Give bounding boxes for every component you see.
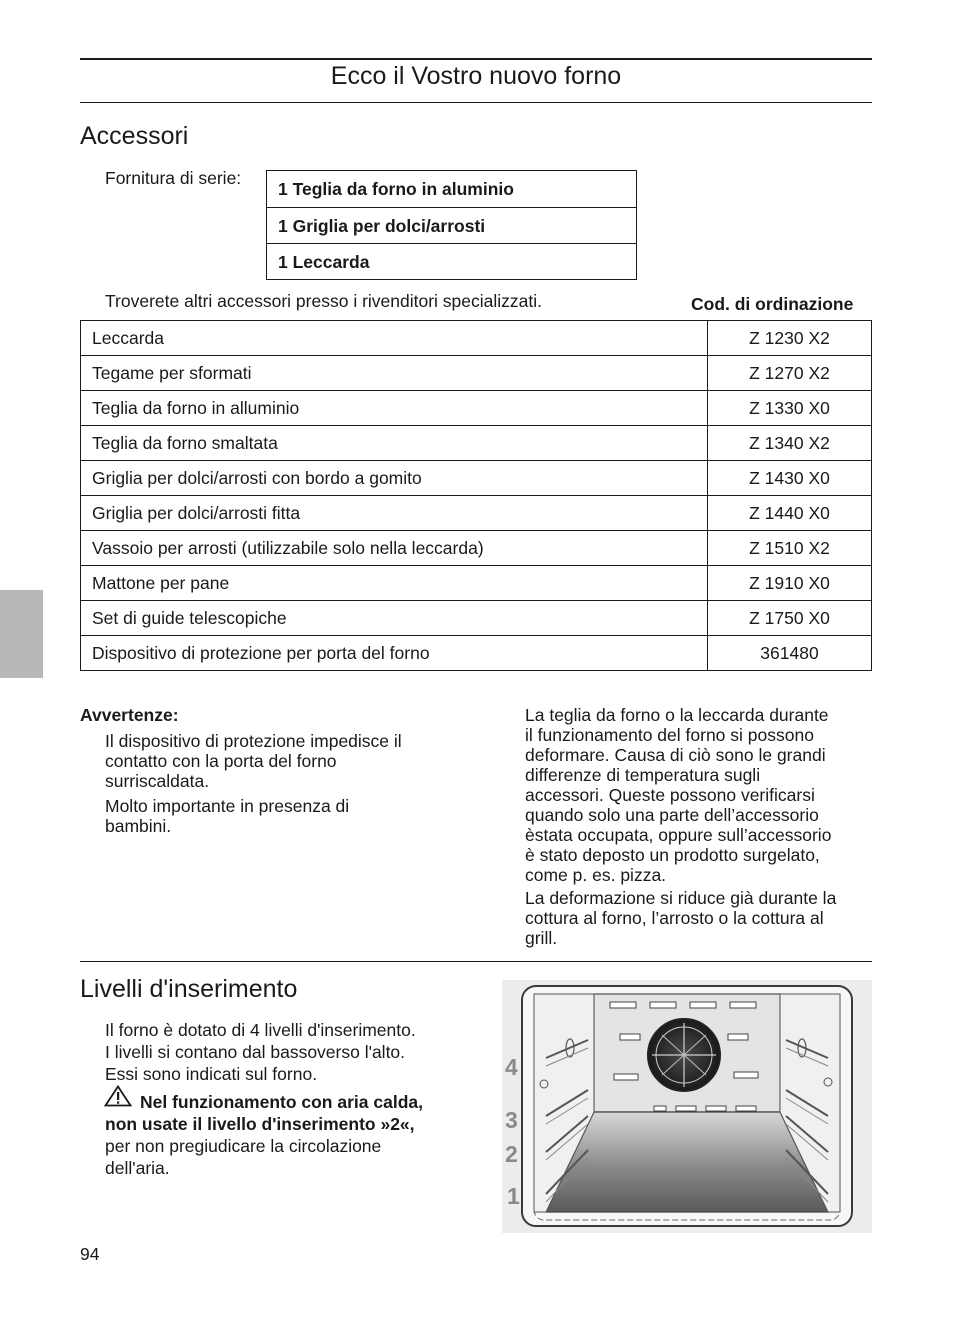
order-code-header: Cod. di ordinazione (691, 294, 854, 314)
text-line: Il forno è dotato di 4 livelli d'inserimento. (105, 1020, 416, 1040)
text-line: differenze di temperatura sugli (525, 765, 761, 785)
header-rule (80, 102, 872, 103)
level-label: 2 (505, 1141, 518, 1167)
warning-left-paragraph (105, 796, 349, 836)
text-line: bambini. (105, 816, 172, 836)
text-line: contatto con la porta del forno (105, 751, 337, 771)
accessory-name: Dispositivo di protezione per porta del forno (81, 636, 708, 671)
text-line: cottura al forno, l’arrosto o la cottura al (525, 908, 824, 928)
text-line: grill. (525, 928, 558, 948)
text-line: deformare. Causa di ciò sono le grandi (525, 745, 826, 765)
table-row (81, 391, 872, 426)
accessories-heading: Accessori (80, 122, 189, 150)
text-line: quando solo una parte dell’accessorio (525, 805, 819, 825)
table-row (81, 531, 872, 566)
dealers-note: Troverete altri accessori presso i rivenditori specializzati. (105, 291, 543, 311)
text-line: I livelli si contano dal bassoverso l'alto. (105, 1042, 406, 1062)
section-rule (80, 961, 872, 962)
accessory-code: 361480 (708, 636, 872, 671)
accessory-name: Griglia per dolci/arrosti fitta (81, 496, 708, 531)
page-number: 94 (80, 1244, 100, 1264)
section-side-tab (0, 590, 43, 678)
table-row (81, 356, 872, 391)
text-line: èstata occupata, oppure sull’accessorio (525, 825, 832, 845)
levels-heading: Livelli d'inserimento (80, 975, 298, 1003)
text-line: il funzionamento del forno si possono (525, 725, 814, 745)
table-row (81, 566, 872, 601)
text-line: come p. es. pizza. (525, 865, 667, 885)
text-line: è stato deposto un prodotto surgelato, (525, 845, 820, 865)
text-line: per non pregiudicare la circolazione (105, 1136, 382, 1156)
text-line: Molto importante in presenza di (105, 796, 350, 816)
warning-right-paragraph (525, 705, 831, 885)
standard-supply-label: Fornitura di serie: (105, 168, 242, 188)
oven-interior-illustration (502, 980, 872, 1233)
accessory-code: Z 1270 X2 (708, 356, 872, 391)
standard-supply-box (266, 170, 637, 280)
accessory-code: Z 1430 X0 (708, 461, 872, 496)
text-line: Nel funzionamento con aria calda, (140, 1092, 423, 1112)
warning-right-paragraph (525, 888, 836, 948)
text-line: accessori. Queste possono verificarsi (525, 785, 815, 805)
text-line: Essi sono indicati sul forno. (105, 1064, 318, 1084)
table-row (81, 601, 872, 636)
page-title: Ecco il Vostro nuovo forno (330, 62, 622, 90)
levels-intro (105, 1019, 416, 1085)
standard-item: 1 Leccarda (267, 243, 636, 279)
warnings-heading: Avvertenze: (80, 705, 179, 725)
standard-item: 1 Griglia per dolci/arrosti (267, 207, 636, 243)
accessory-name: Leccarda (81, 321, 708, 356)
text-line: surriscaldata. (105, 771, 210, 791)
text-line: non usate il livello d'inserimento »2«, (105, 1114, 415, 1134)
accessory-name: Teglia da forno in alluminio (81, 391, 708, 426)
levels-warning-rest (105, 1135, 381, 1179)
accessory-code: Z 1910 X0 (708, 566, 872, 601)
table-row (81, 636, 872, 671)
accessory-name: Set di guide telescopiche (81, 601, 708, 636)
accessory-code: Z 1230 X2 (708, 321, 872, 356)
accessory-name: Teglia da forno smaltata (81, 426, 708, 461)
accessory-name: Vassoio per arrosti (utilizzabile solo nella leccarda) (81, 531, 708, 566)
table-row (81, 461, 872, 496)
text-line: dell'aria. (105, 1158, 170, 1178)
levels-warning-bold (105, 1091, 423, 1135)
accessory-name: Mattone per pane (81, 566, 708, 601)
text-line: La teglia da forno o la leccarda durante (525, 705, 829, 725)
table-row (81, 426, 872, 461)
accessory-code: Z 1750 X0 (708, 601, 872, 636)
text-line: Il dispositivo di protezione impedisce il (105, 731, 402, 751)
table-row (81, 321, 872, 356)
top-rule (80, 58, 872, 60)
accessory-name: Griglia per dolci/arrosti con bordo a gomito (81, 461, 708, 496)
accessories-table (80, 320, 872, 671)
level-label: 3 (505, 1107, 518, 1133)
accessory-code: Z 1330 X0 (708, 391, 872, 426)
accessory-name: Tegame per sformati (81, 356, 708, 391)
standard-item: 1 Teglia da forno in aluminio (278, 179, 514, 199)
accessory-code: Z 1340 X2 (708, 426, 872, 461)
accessory-code: Z 1510 X2 (708, 531, 872, 566)
level-label: 4 (505, 1054, 518, 1080)
table-row (81, 496, 872, 531)
warning-left-paragraph (105, 731, 402, 791)
text-line: La deformazione si riduce già durante la (525, 888, 837, 908)
accessory-code: Z 1440 X0 (708, 496, 872, 531)
level-label: 1 (507, 1183, 520, 1209)
